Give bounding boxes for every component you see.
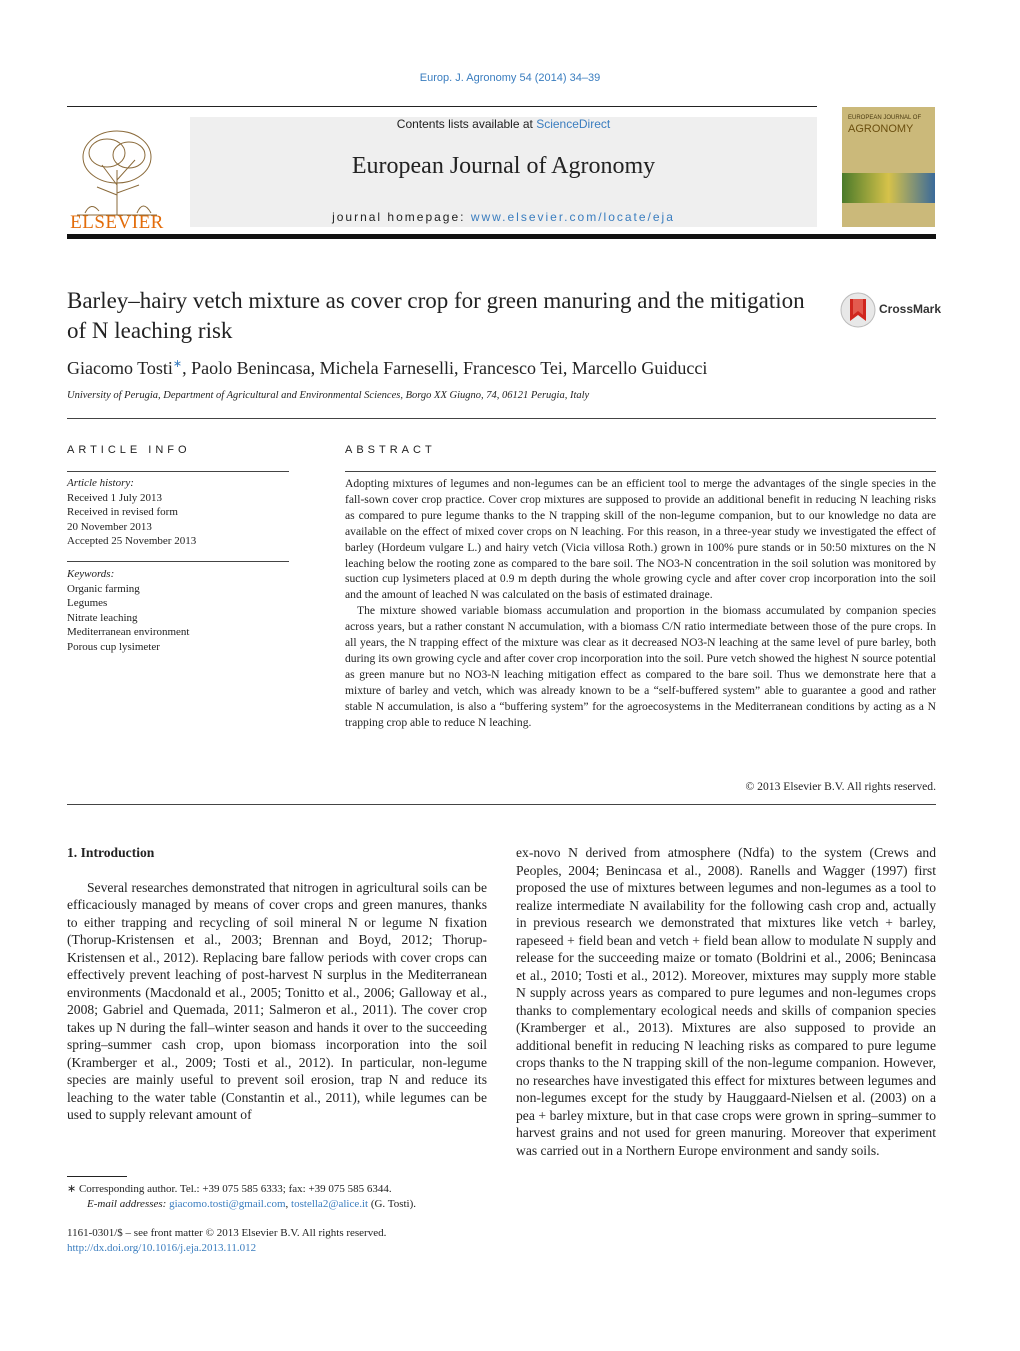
cover-image	[842, 173, 935, 203]
keywords-label: Keywords:	[67, 568, 115, 580]
homepage-link[interactable]: www.elsevier.com/locate/eja	[470, 210, 675, 224]
email-suffix: (G. Tosti).	[368, 1198, 416, 1210]
corresponding-author-mark[interactable]: ∗	[172, 358, 183, 370]
email-link[interactable]: tostella2@alice.it	[291, 1198, 369, 1210]
history-item: Accepted 25 November 2013	[67, 535, 197, 547]
crossmark-label[interactable]: CrossMark	[879, 302, 942, 316]
title-divider	[67, 418, 936, 419]
journal-citation[interactable]: Europ. J. Agronomy 54 (2014) 34–39	[419, 72, 601, 84]
email-link[interactable]: giacomo.tosti@gmail.com	[169, 1198, 286, 1210]
abstract-heading: ABSTRACT	[345, 444, 436, 456]
doi-link[interactable]: http://dx.doi.org/10.1016/j.eja.2013.11.012	[67, 1242, 257, 1254]
article-history	[67, 476, 289, 549]
affiliation: University of Perugia, Department of Agricultural and Environmental Sciences, Borgo XX Giugno, 74, 06121 Perugia, Italy	[67, 390, 590, 401]
email-line	[67, 1197, 487, 1212]
journal-name: European Journal of Agronomy	[351, 153, 656, 179]
issn-line: 1161-0301/$ – see front matter © 2013 Elsevier B.V. All rights reserved.	[67, 1227, 387, 1239]
article-info-heading: ARTICLE INFO	[67, 444, 191, 456]
history-item: 20 November 2013	[67, 520, 152, 533]
abstract-divider	[345, 471, 936, 472]
section-title: 1. Introduction	[67, 845, 155, 860]
keyword-item: Legumes	[67, 597, 108, 609]
info-divider	[67, 471, 289, 472]
contents-line	[190, 117, 817, 131]
issn-block	[67, 1226, 386, 1256]
elsevier-wordmark: ELSEVIER	[70, 212, 164, 233]
footnote	[67, 1182, 487, 1212]
keywords	[67, 567, 289, 654]
cover-title: AGRONOMY	[848, 123, 914, 135]
corresponding-note: ∗ Corresponding author. Tel.: +39 075 585 6333; fax: +39 075 585 6344.	[67, 1183, 392, 1195]
keyword-item: Nitrate leaching	[67, 611, 138, 624]
keywords-divider	[67, 561, 289, 562]
abstract-bottom-rule	[67, 804, 936, 805]
header-divider	[67, 106, 817, 107]
header-thick-rule	[67, 234, 936, 239]
contents-prefix: Contents lists available at	[396, 117, 537, 131]
article-title: Barley–hairy vetch mixture as cover crop for green manuring and the mitigation of N leaching risk	[67, 288, 805, 343]
journal-cover-thumbnail[interactable]	[842, 107, 935, 227]
keyword-item: Mediterranean environment	[67, 626, 190, 638]
abstract-body	[345, 476, 936, 731]
body-paragraph: ex-novo N derived from atmosphere (Ndfa) to the system (Crews and Peoples, 2004; Benincasa et al., 2008). Ranells and Wagger (1997) first proposed the use of mixtures between legumes and non-legumes as a tool to realize intermediate N availability for the following cash crop and, actually in previous research we demonstrated that mixtures like vetch + barley, rapeseed + field bean and vetch + field bean allow to modulate N supply and release for the succeeding maize or tomato (Boldrini et al., 2006; Benincasa et al., 2010; Tosti et al., 2012). Moreover, mixtures may supply more stable N supply across years as compared to pure legumes and non-legumes crops thanks to complementary ecological needs and skills of companion species (Kramberger et al., 2013). Mixtures are also supposed to provide an additional benefit in reducing N leaching risks as compared to pure legume crops thanks to the N trapping skill of the non-legume companion. However, no researches have investigated this effect for mixtures between legumes and non-legumes except for the study by Hauggaard-Nielsen et al. (2003) on a pea + barley mixture, but in that case crops were grown in spring–summer to harvest grains and not used for green manuring. Moreover that experiment was carried out in a Northern Europe environment and sandy soils.	[516, 845, 936, 1158]
history-item: Received 1 July 2013	[67, 491, 163, 504]
homepage-label: journal homepage:	[332, 210, 471, 224]
author-list	[67, 357, 707, 379]
abstract-copyright: © 2013 Elsevier B.V. All rights reserved.	[745, 780, 936, 793]
keyword-item: Organic farming	[67, 582, 140, 595]
abstract-paragraph: Adopting mixtures of legumes and non-legumes can be an efficient tool to merge the advantages of the single species in the fall-sown cover crop practice. Cover crop mixtures are supposed to provide an additional benefit in reducing N leaching risks as compared to pure legume thanks to the N trapping skill of the non-legume companion, but to our knowledge no data are available on the effect of mixed cover crops on N leaching. For this reason, in a three-year study we investigated the effect of barley (Hordeum vulgare L.) and hairy vetch (Vicia villosa Roth.) grown in 100% pure stands or in 50:50 mixtures on the N leaching below the rooting zone as compared to the bare soil. The NO3-N concentration in the soil solution was monitored by suction cup lysimeters placed at 0.9 m depth during the whole growing cycle and after cover crop incorporation into the soil and the amount of leached N was calculated on the basis of estimated drainage.	[345, 477, 936, 602]
cover-subtitle: EUROPEAN JOURNAL OF	[848, 115, 922, 121]
email-label: E-mail addresses:	[87, 1198, 170, 1210]
abstract-paragraph: The mixture showed variable biomass accumulation and proportion in the biomass accumulated by companion species across years, but a rather constant N accumulation, with a biomass C/N ratio intermediate between those of the pure crops. In all years, the N trapping effect of the mixture was clear as it decreased NO3-N leaching at the same level of pure barley, both during its own growing cycle and after cover crop incorporation into the soil. Pure vetch showed the highest N source potential as green manure but no NO3-N leaching mitigation effect as compared to the bare soil. Thus we demonstrate here that a mixture of barley and vetch, which was already known to be a “self-buffered system” able to guarantee a good and rather stable N accumulation, is also a “buffering system” for the agroecosystems in the Mediterranean conditions by acting as a N trapping crop able to reduce N leaching.	[345, 604, 936, 729]
history-label: Article history:	[67, 477, 134, 489]
body-column-right	[516, 844, 936, 1159]
corresponding-author: Giacomo Tosti	[67, 358, 173, 378]
body-column-left	[67, 844, 487, 1124]
co-authors: , Paolo Benincasa, Michela Farneselli, Francesco Tei, Marcello Guiducci	[182, 358, 708, 378]
footnote-rule	[67, 1176, 127, 1177]
history-item: Received in revised form	[67, 506, 178, 518]
sciencedirect-link[interactable]: ScienceDirect	[536, 117, 611, 131]
email-separator: ,	[285, 1198, 292, 1210]
journal-homepage	[190, 210, 817, 224]
keyword-item: Porous cup lysimeter	[67, 640, 160, 653]
body-paragraph: Several researches demonstrated that nitrogen in agricultural soils can be efficaciously managed by means of cover crops and green manures, thanks to either trapping and recycling of soil mineral N or legume N fixation (Thorup-Kristensen et al., 2003; Brennan and Boyd, 2012; Thorup-Kristensen et al., 2012). Replacing bare fallow periods with cover crops can effectively prevent leaching of post-harvest N surplus in the Mediterranean environments (Macdonald et al., 2005; Tonitto et al., 2006; Galloway et al., 2008; Gabriel and Quemada, 2011; Salmeron et al., 2011). The cover crop takes up N during the fall–winter season and hands it over to the succeeding spring–summer cash crop, upon biomass incorporation into the soil (Kramberger et al., 2009; Tosti et al., 2012). In particular, non-legume species are mainly useful to prevent soil erosion, trap N and reduce its leaching to the water table (Constantin et al., 2011), while legumes can be used to supply relevant amount of	[67, 879, 487, 1122]
